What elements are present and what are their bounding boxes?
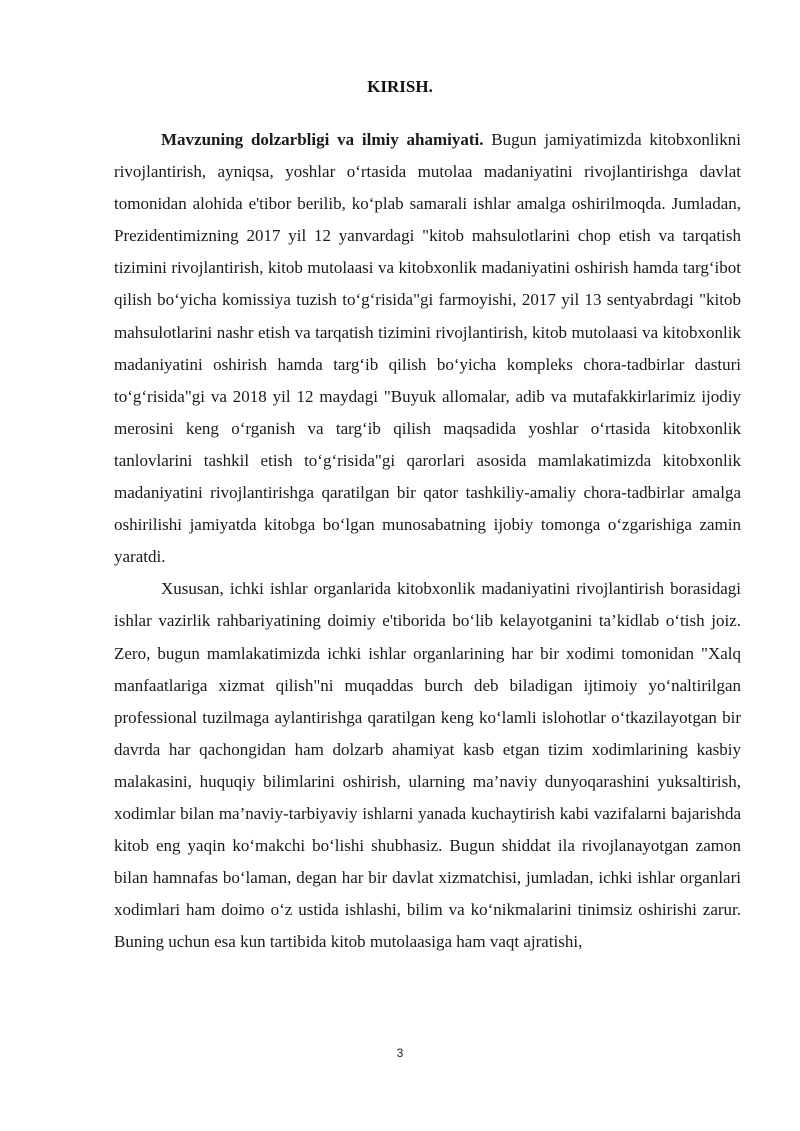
body-text xyxy=(114,124,741,958)
paragraph-text: Bugun jamiyatimizda kitobxonlikni rivojlantirish, ayniqsa, yoshlar o‘rtasida mutolaa madaniyatini rivojlantirishga davlat tomonidan alohida e'tibor berilib, ko‘plab samarali ishlar amalga oshirilmoqda. Jumladan, Prezidentimizning 2017 yil 12 yanvardagi "kitob mahsulotlarini chop etish va tarqatish tizimini rivojlantirish, kitob mutolaasi va kitobxonlik madaniyatini oshirish hamda targ‘ibot qilish bo‘yicha komissiya tuzish to‘g‘risida"gi farmoyishi, 2017 yil 13 sentyabrdagi "kitob mahsulotlarini nashr etish va tarqatish tizimini rivojlantirish, kitob mutolaasi va kitobxonlik madaniyatini oshirish hamda targ‘ib qilish bo‘yicha kompleks chora-tadbirlar dasturi to‘g‘risida"gi va 2018 yil 12 maydagi "Buyuk allomalar, adib va mutafakkirlarimiz ijodiy merosini keng o‘rganish va targ‘ib qilish maqsadida yoshlar o‘rtasida kitobxonlik tanlovlarini tashkil etish to‘g‘risida"gi qarorlari asosida mamlakatimizda kitobxonlik madaniyatini rivojlantirishga qaratilgan bir qator tashkiliy-amaliy chora-tadbirlar amalga oshirilishi jamiyatda kitobga bo‘lgan munosabatning ijobiy tomonga o‘zgarishiga zamin yaratdi. xyxy=(114,130,742,567)
section-heading: KIRISH. xyxy=(367,77,433,96)
paragraph-text: Xususan, ichki ishlar organlarida kitobxonlik madaniyatini rivojlantirish borasidagi ishlar vazirlik rahbariyatining doimiy e'tiborida bo‘lib kelayotganini ta’kidlab o‘tish joiz. Zero, bugun mamlakatimizda ichki ishlar organlarining har bir xodimi tomonidan "Xalq manfaatlariga xizmat qilish"ni muqaddas burch deb biladigan ijtimoiy yo‘naltirilgan professional tuzilmaga aylantirishga qaratilgan keng ko‘lamli islohotlar o‘tkazilayotgan bir davrda har qachongidan ham dolzarb ahamiyat kasb etgan tizim xodimlarining kasbiy malakasini, huquqiy bilimlarini oshirish, ularning ma’naviy dunyoqarashini yuksaltirish, xodimlar bilan ma’naviy-tarbiyaviy ishlarni yanada kuchaytirish kabi vazifalarni bajarishda kitob eng yaqin ko‘makchi bo‘lishi shubhasiz. Bugun shiddat ila rivojlanayotgan zamon bilan hamnafas bo‘laman, degan har bir davlat xizmatchisi, jumladan, ichki ishlar organlari xodimlari ham doimo o‘z ustida ishlashi, bilim va ko‘nikmalarini tinimsiz oshirishi zarur. Buning uchun esa kun tartibida kitob mutolaasiga ham vaqt ajratishi, xyxy=(114,579,741,952)
page-number: 3 xyxy=(396,1046,404,1060)
paragraph-lead: Mavzuning dolzarbligi va ilmiy ahamiyati. xyxy=(161,130,484,149)
paragraph-relevance xyxy=(114,124,741,573)
paragraph-internal-affairs xyxy=(114,573,741,958)
